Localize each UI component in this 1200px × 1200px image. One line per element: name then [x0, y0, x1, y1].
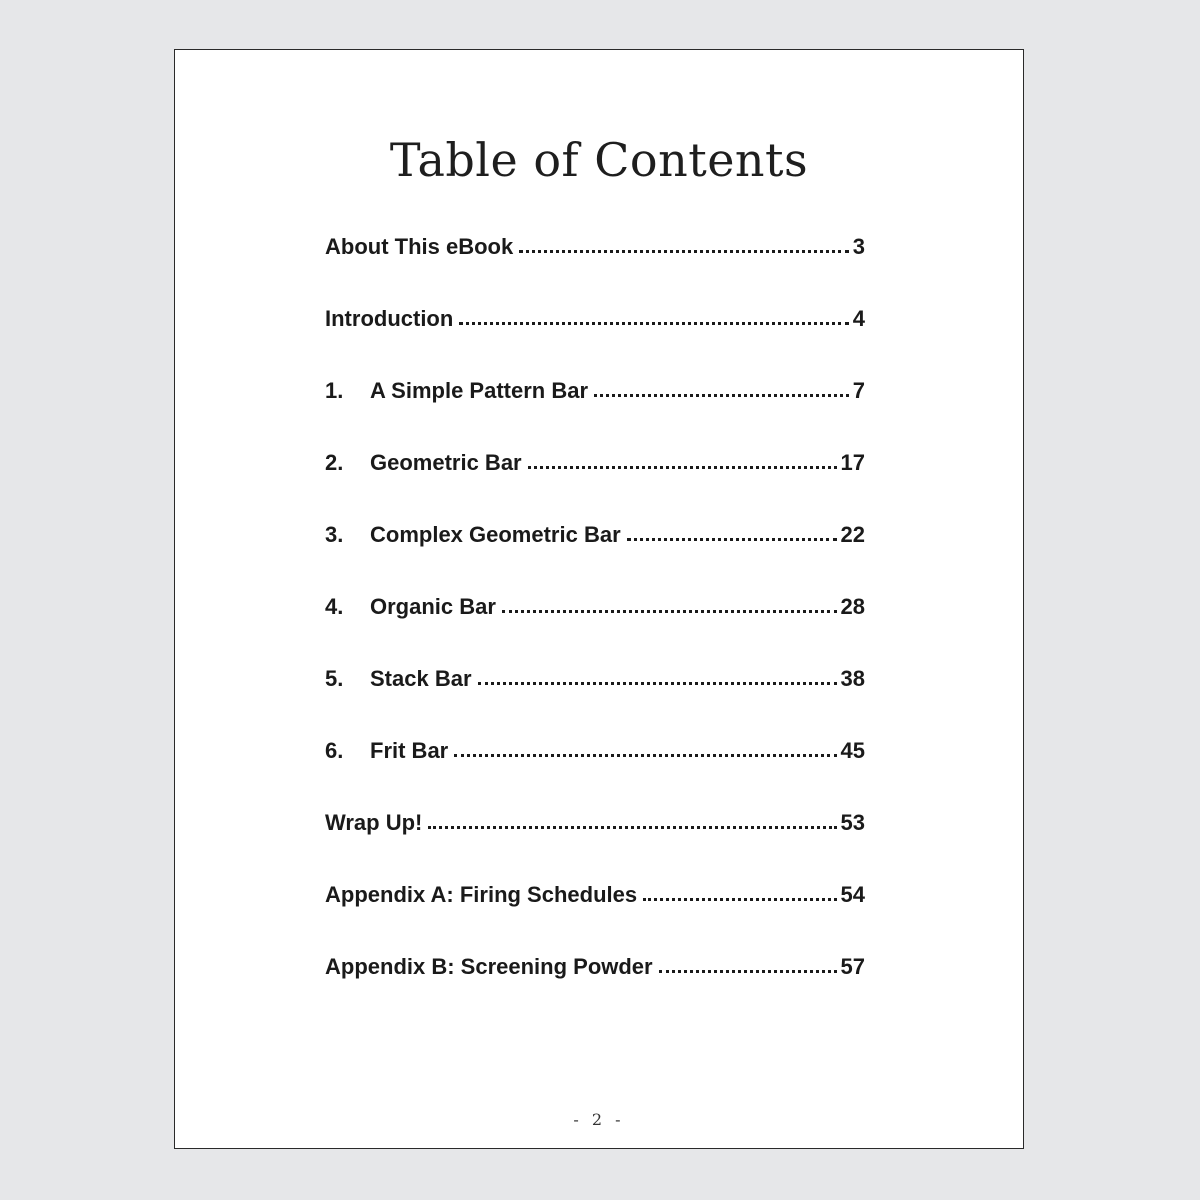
- toc-entry-number: 1.: [325, 378, 344, 403]
- toc-dot-leader: [659, 956, 837, 973]
- toc-entry[interactable]: [325, 806, 865, 878]
- toc-entry-number: 5.: [325, 666, 344, 691]
- toc-entry[interactable]: [325, 950, 865, 1022]
- toc-entry-label: Geometric Bar: [370, 450, 522, 475]
- table-of-contents: [325, 230, 865, 1022]
- toc-entry-page: 7: [852, 378, 865, 403]
- toc-entry-number: 4.: [325, 594, 344, 619]
- toc-dot-leader: [519, 236, 849, 253]
- toc-entry[interactable]: [325, 662, 865, 734]
- document-page: [174, 49, 1024, 1149]
- toc-entry-number: 6.: [325, 738, 344, 763]
- toc-entry-label: Appendix B: Screening Powder: [325, 954, 653, 979]
- toc-entry[interactable]: [325, 374, 865, 446]
- toc-entry-label: Complex Geometric Bar: [370, 522, 621, 547]
- toc-entry-label: A Simple Pattern Bar: [370, 378, 589, 403]
- toc-entry-page: 45: [840, 738, 865, 763]
- toc-entry-page: 3: [852, 234, 865, 259]
- toc-dot-leader: [454, 740, 836, 757]
- toc-entry-page: 38: [840, 666, 865, 691]
- toc-entry-page: 4: [852, 306, 865, 331]
- toc-entry-label: Appendix A: Firing Schedules: [325, 882, 638, 907]
- toc-entry-page: 17: [840, 450, 865, 475]
- toc-entry-page: 54: [840, 882, 865, 907]
- page-title: Table of Contents: [389, 133, 809, 187]
- toc-entry[interactable]: [325, 230, 865, 302]
- toc-entry-label: Wrap Up!: [325, 810, 423, 835]
- toc-dot-leader: [502, 596, 837, 613]
- toc-dot-leader: [428, 812, 836, 829]
- toc-entry-label: Introduction: [325, 306, 454, 331]
- toc-entry[interactable]: [325, 734, 865, 806]
- toc-dot-leader: [627, 524, 837, 541]
- toc-dot-leader: [643, 884, 836, 901]
- toc-entry-number: 3.: [325, 522, 344, 547]
- toc-entry-number: 2.: [325, 450, 344, 475]
- toc-entry-page: 22: [840, 522, 865, 547]
- toc-dot-leader: [459, 308, 848, 325]
- toc-entry[interactable]: [325, 878, 865, 950]
- toc-dot-leader: [478, 668, 837, 685]
- toc-entry-page: 57: [840, 954, 865, 979]
- page-number: - 2 -: [573, 1110, 625, 1129]
- toc-entry-page: 53: [840, 810, 865, 835]
- toc-entry-label: Organic Bar: [370, 594, 496, 619]
- toc-entry-label: Frit Bar: [370, 738, 449, 763]
- toc-dot-leader: [528, 452, 837, 469]
- toc-entry[interactable]: [325, 590, 865, 662]
- toc-entry-label: Stack Bar: [370, 666, 472, 691]
- toc-entry-page: 28: [840, 594, 865, 619]
- toc-entry-label: About This eBook: [325, 234, 514, 259]
- toc-entry[interactable]: [325, 518, 865, 590]
- toc-entry[interactable]: [325, 446, 865, 518]
- toc-dot-leader: [594, 380, 849, 397]
- toc-entry[interactable]: [325, 302, 865, 374]
